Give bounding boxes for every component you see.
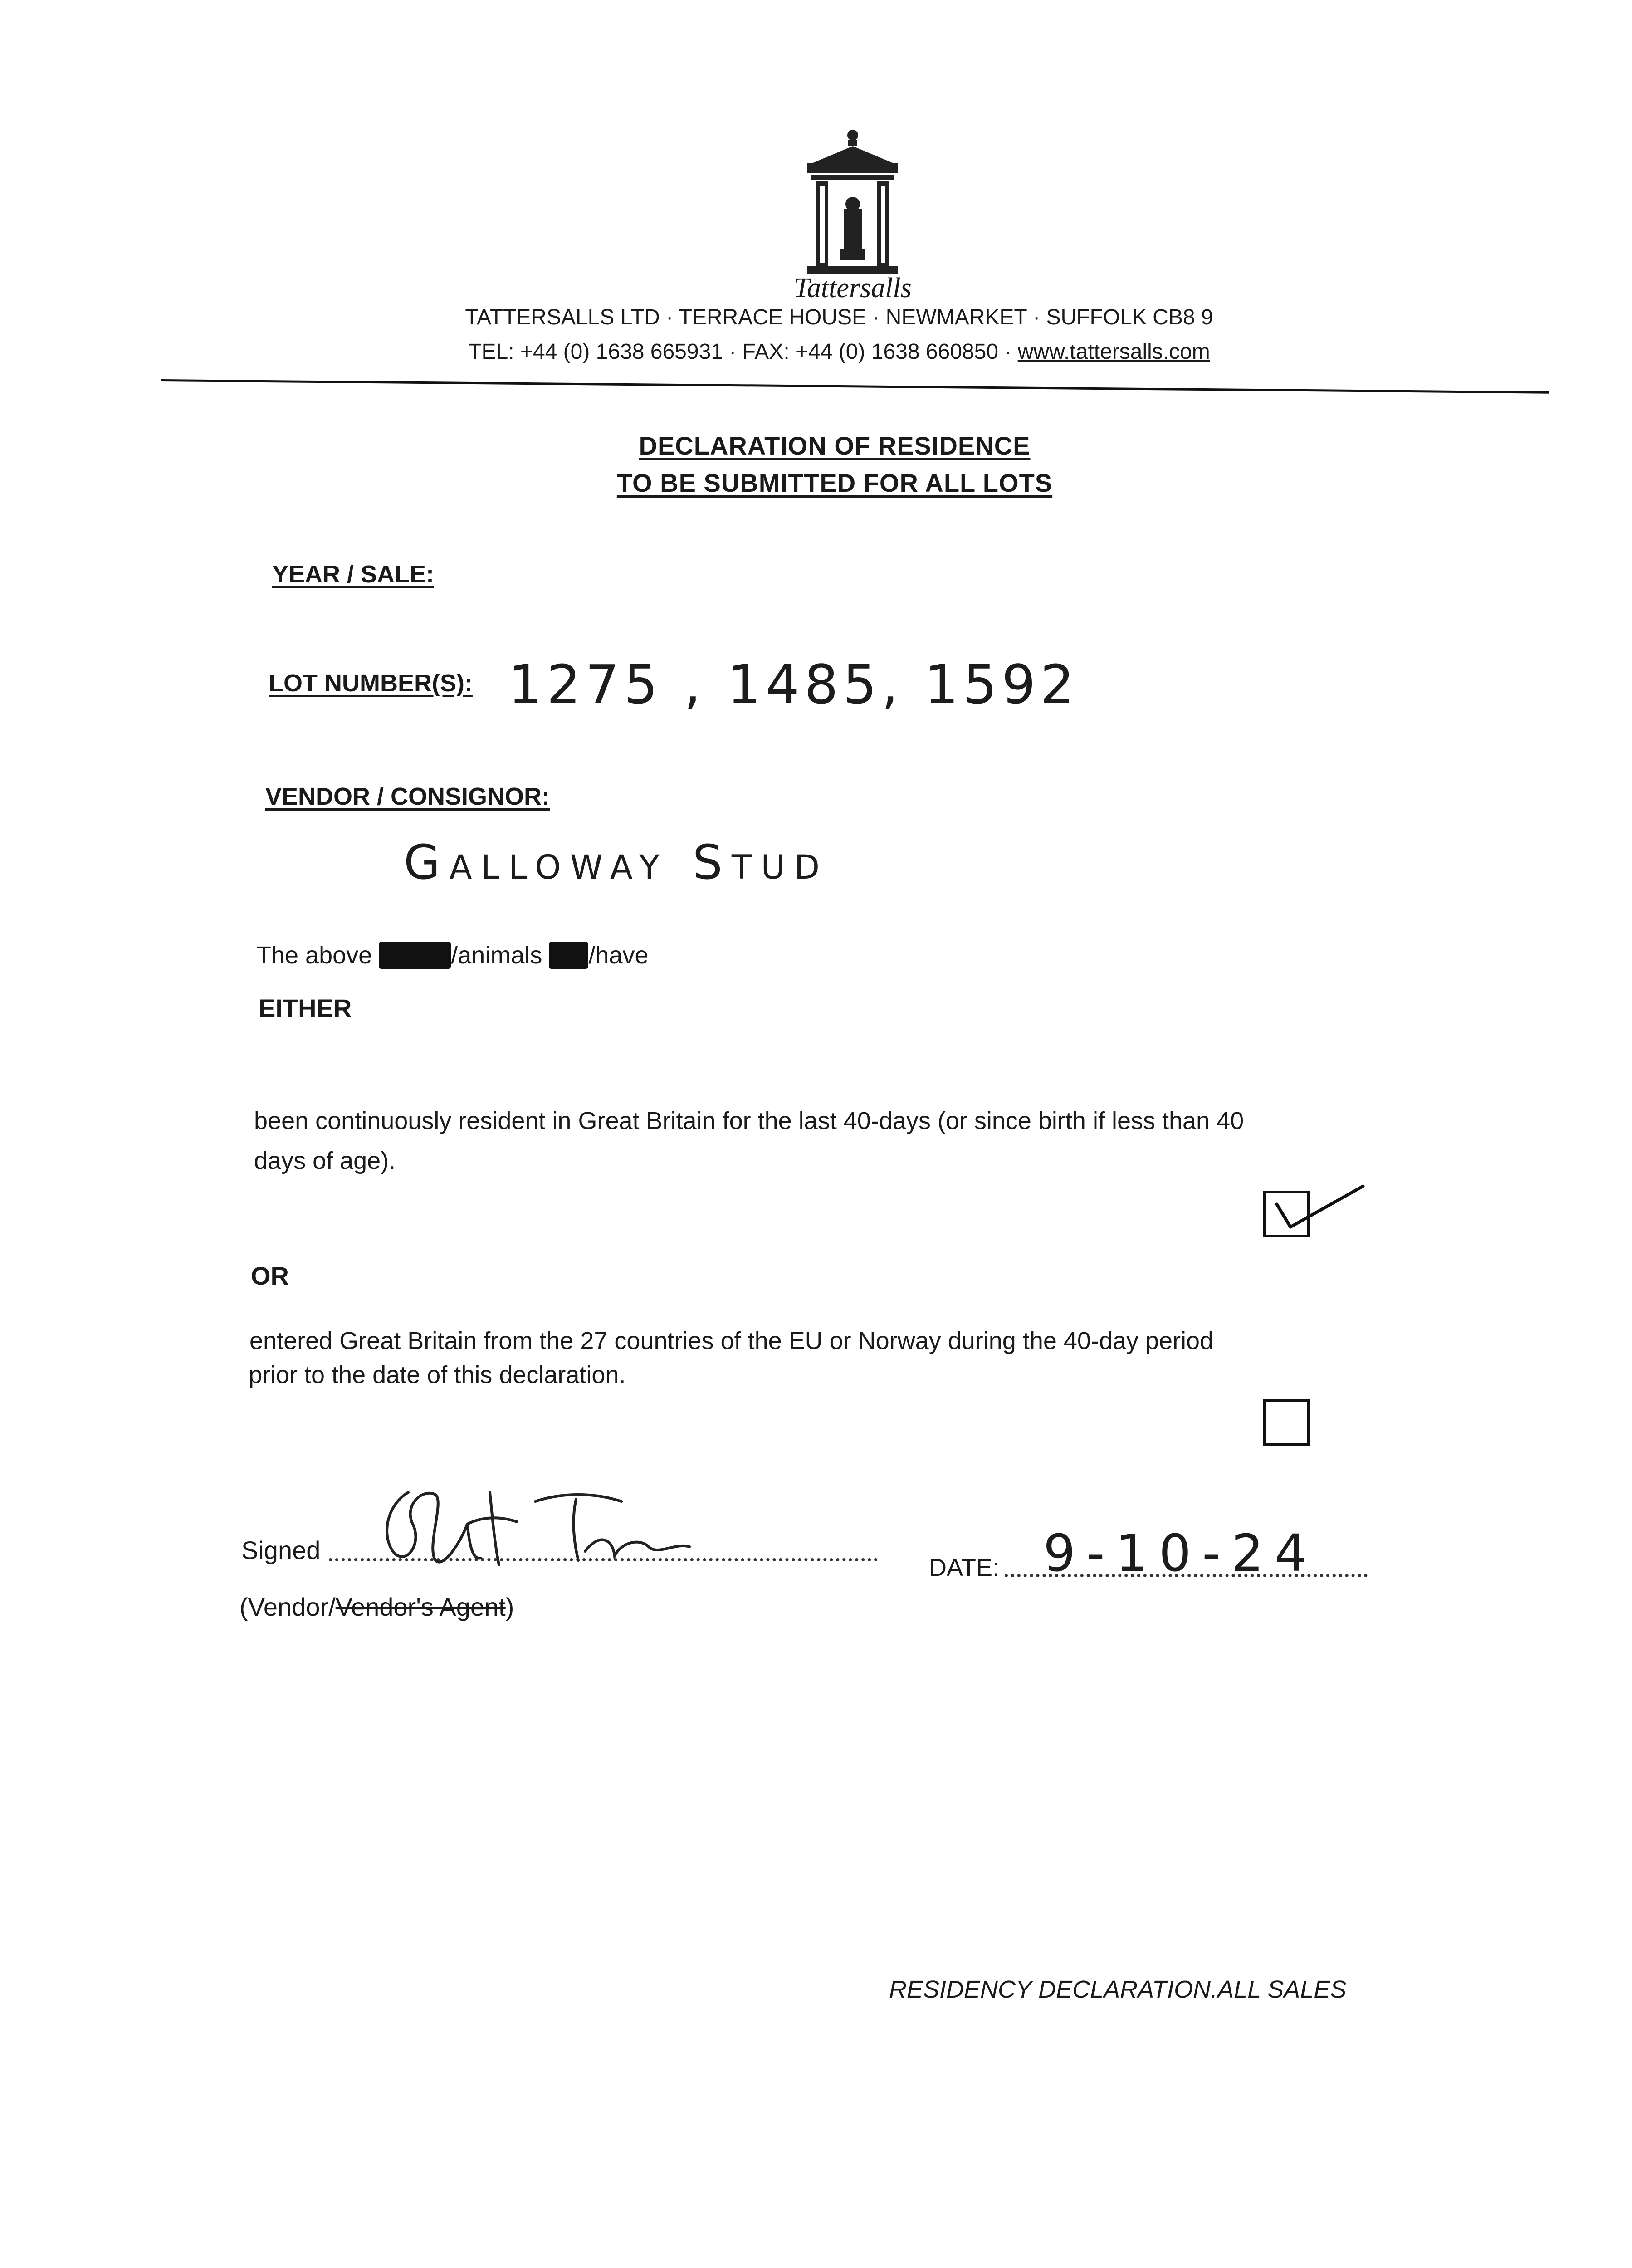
option2-checkbox[interactable]: [1263, 1399, 1310, 1446]
phone-fax: TEL: +44 (0) 1638 665931 · FAX: +44 (0) 1638 660850 ·: [468, 340, 1018, 364]
vendor-value[interactable]: Galloway Stud: [404, 835, 829, 890]
signatory-role: [239, 1592, 514, 1622]
brand-name: Tattersalls: [794, 273, 912, 303]
year-sale-label: YEAR / SALE:: [272, 561, 435, 588]
either-label: EITHER: [259, 994, 352, 1022]
intro-end: /have: [588, 942, 649, 969]
role-struck: Vendor's Agent: [335, 1593, 506, 1621]
date-value[interactable]: 9-10-24: [1043, 1524, 1318, 1583]
lot-numbers-label: LOT NUMBER(S):: [269, 670, 473, 697]
vendor-label: VENDOR / CONSIGNOR:: [265, 783, 550, 810]
or-label: OR: [251, 1261, 289, 1290]
date-label: DATE:: [929, 1554, 1000, 1581]
form-title: DECLARATION OF RESIDENCE: [639, 431, 1031, 460]
option2-text-line2: prior to the date of this declaration.: [249, 1361, 626, 1388]
option1-text-line1: been continuously resident in Great Britain for the last 40-days (or since birth if less than 40: [254, 1107, 1244, 1134]
letterhead-address: TATTERSALLS LTD · TERRACE HOUSE · NEWMARKET · SUFFOLK CB8 9: [465, 305, 1213, 329]
signed-label: Signed: [241, 1536, 321, 1564]
intro-start: The above: [256, 942, 379, 969]
letterhead-contact: [227, 339, 1451, 364]
intro-mid: /animals: [451, 942, 549, 969]
lot-numbers-value[interactable]: 1275 , 1485, 1592: [508, 653, 1079, 716]
role-open: (Vendor/: [239, 1593, 336, 1621]
tattersalls-logo: [798, 127, 907, 281]
struck-animal: animal: [379, 942, 451, 969]
form-subtitle: TO BE SUBMITTED FOR ALL LOTS: [616, 469, 1053, 497]
handwritten-signature: [367, 1474, 712, 1574]
struck-has: has: [549, 942, 589, 969]
option1-text-line2: days of age).: [254, 1147, 396, 1174]
option2-text-line1: entered Great Britain from the 27 countries of the EU or Norway during the 40-day period: [249, 1327, 1214, 1354]
footer-label: RESIDENCY DECLARATION.ALL SALES: [889, 1976, 1347, 2003]
checkmark-icon: [1266, 1177, 1365, 1236]
intro-sentence: [256, 941, 649, 969]
role-close: ): [505, 1593, 514, 1621]
header-divider: [161, 379, 1549, 394]
website-link[interactable]: www.tattersalls.com: [1017, 340, 1210, 364]
